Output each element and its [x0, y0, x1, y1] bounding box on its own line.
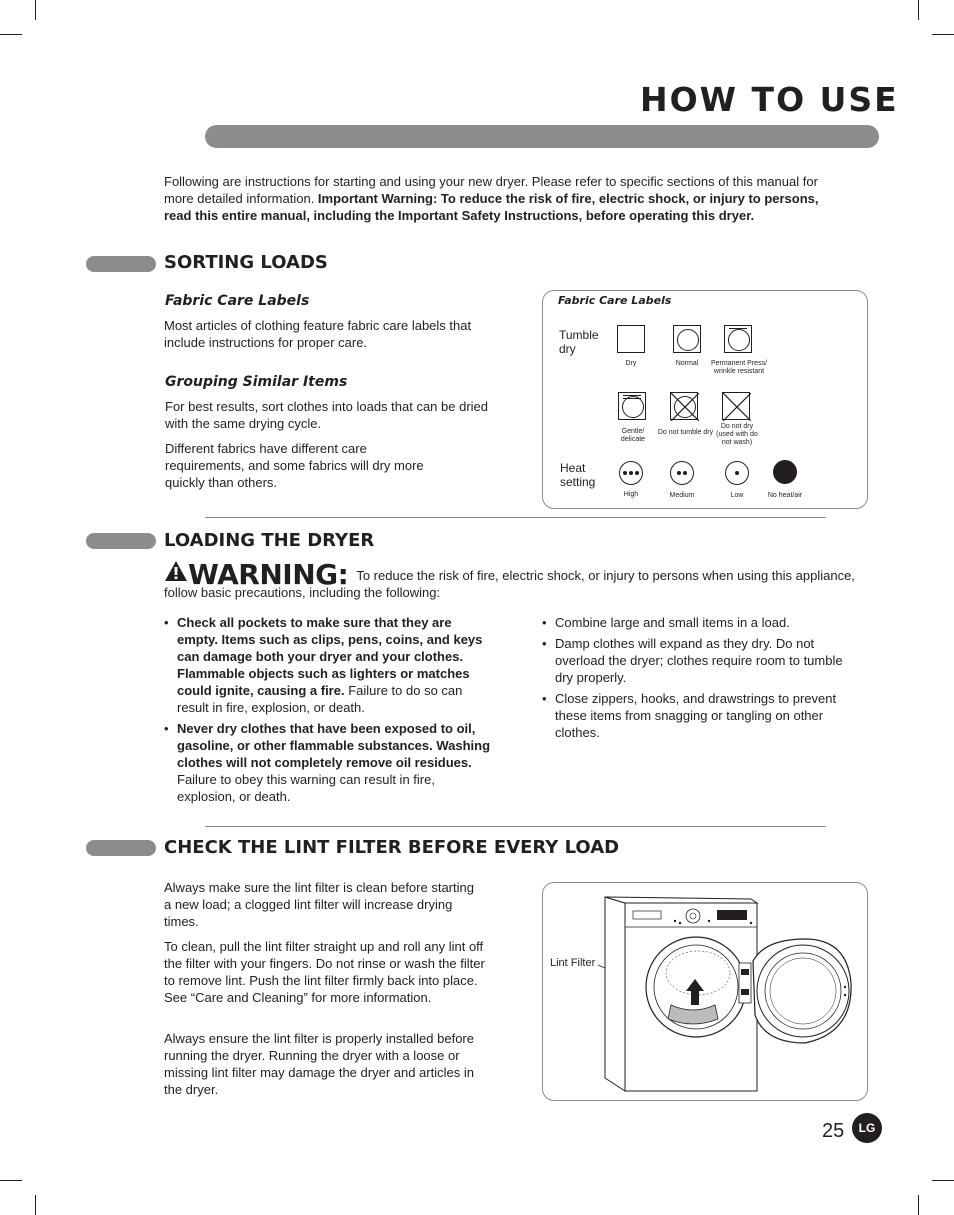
warning-triangle-icon [164, 560, 188, 582]
dry-label: Dry [625, 360, 637, 367]
do-not-dry-icon [722, 392, 750, 420]
low-heat-icon [725, 461, 749, 485]
grouping-text-1: For best results, sort clothes into loads that can be dried with the same drying cycle. [165, 399, 489, 431]
high-heat-icon [619, 461, 643, 485]
lint-text-3: Always ensure the lint filter is properly installed before running the dryer. Running the dryer with a loose or missing lint filter may damage the dryer and articles in the dryer. [164, 1031, 474, 1097]
gentle-label: Gentle/ delicate [620, 428, 646, 443]
list-item: • Combine large and small items in a load. [542, 614, 857, 631]
do-not-tumble-dry-icon [670, 392, 698, 420]
left-bullet-list [164, 614, 494, 809]
crop-mark [0, 1180, 22, 1181]
warning-word: WARNING: [188, 558, 349, 591]
bullet-bold: Check all pockets to make sure that they are empty. Items such as clips, pens, coins, and keys can damage both your dryer and your clothes. Flammable objects such as lighters or matches could ignite, causing a fire. [177, 615, 483, 698]
header-bar [205, 125, 879, 148]
medium-heat-label: Medium [669, 492, 695, 499]
section-marker [86, 256, 156, 272]
lint-text-2: To clean, pull the lint filter straight up and roll any lint off the filter with your fingers. Do not rinse or wash the filter to remove lint. Push the lint filter firmly back into place. See “Care and Cleaning” for more information. [164, 939, 485, 1005]
crop-mark [35, 0, 36, 20]
crop-mark [932, 34, 954, 35]
medium-heat-icon [670, 461, 694, 485]
divider [205, 826, 826, 827]
warning-statement [164, 560, 864, 601]
dryer-illustration [543, 883, 865, 1098]
permanent-press-label: Permanent Press/ wrinkle resistant [710, 360, 768, 375]
no-heat-icon [773, 460, 797, 484]
normal-label: Normal [675, 360, 699, 367]
fabric-care-text: Most articles of clothing feature fabric care labels that include instructions for proper care. [164, 318, 472, 350]
intro-text: Following are instructions for starting and using your new dryer. Please refer to specific sections of this manual for more detailed information. [164, 174, 818, 206]
page-title: HOW TO USE [640, 80, 899, 119]
page-number: 25 [822, 1120, 845, 1142]
fabric-care-panel [542, 290, 868, 509]
gentle-icon [618, 392, 646, 420]
section-heading-loading: LOADING THE DRYER [164, 530, 375, 551]
section-marker [86, 840, 156, 856]
lint-filter-figure [542, 882, 868, 1101]
list-item: • Close zippers, hooks, and drawstrings to prevent these items from snagging or tangling on other clothes. [542, 690, 857, 741]
crop-mark [35, 1195, 36, 1215]
right-bullet-list [542, 614, 857, 745]
do-not-tumble-dry-label: Do not tumble dry [657, 429, 714, 436]
intro-paragraph [164, 173, 844, 224]
bullet-bold: Never dry clothes that have been exposed to oil, gasoline, or other flammable substances. Washing clothes will not completely remove oil residues. [177, 721, 491, 770]
lg-logo: LG [852, 1113, 882, 1143]
bullet-text: Failure to obey this warning can result in fire, explosion, or death. [177, 772, 435, 804]
crop-mark [932, 1180, 954, 1181]
fabric-care-heading: Fabric Care Labels [165, 293, 310, 309]
dry-icon [617, 325, 645, 353]
grouping-heading: Grouping Similar Items [165, 374, 348, 390]
tumble-dry-label: Tumble dry [559, 328, 599, 356]
crop-mark [918, 1195, 919, 1215]
bullet-text: Failure to do so can result in fire, explosion, or death. [177, 683, 463, 715]
heat-setting-label: Heat setting [560, 461, 596, 489]
do-not-dry-label: Do not dry (used with do not wash) [716, 423, 758, 446]
warning-text: To reduce the risk of fire, electric shock, or injury to persons when using this appliance, follow basic precautions, including the following: [164, 568, 855, 600]
panel-title: Fabric Care Labels [558, 294, 672, 307]
intro-warning: Important Warning: To reduce the risk of fire, electric shock, or injury to persons, read this entire manual, including the Important Safety Instructions, before operating this dryer. [164, 191, 819, 223]
section-heading-sorting: SORTING LOADS [164, 252, 328, 273]
no-heat-label: No heat/air [767, 492, 803, 499]
section-heading-lint: CHECK THE LINT FILTER BEFORE EVERY LOAD [164, 837, 620, 858]
low-heat-label: Low [730, 492, 744, 499]
high-heat-label: High [623, 491, 639, 498]
crop-mark [0, 34, 22, 35]
lint-text-1: Always make sure the lint filter is clean before starting a new load; a clogged lint filter will increase drying times. [164, 880, 474, 929]
lint-filter-label: Lint Filter [550, 957, 596, 969]
list-item: • Damp clothes will expand as they dry. Do not overload the dryer; clothes require room to tumble dry properly. [542, 635, 857, 686]
list-item [164, 720, 494, 805]
grouping-text-2: Different fabrics have different care requirements, and some fabrics will dry more quickly than others. [165, 441, 424, 490]
list-item [164, 614, 494, 716]
crop-mark [918, 0, 919, 20]
divider [205, 517, 826, 518]
section-marker [86, 533, 156, 549]
permanent-press-icon [724, 325, 752, 353]
normal-icon [673, 325, 701, 353]
